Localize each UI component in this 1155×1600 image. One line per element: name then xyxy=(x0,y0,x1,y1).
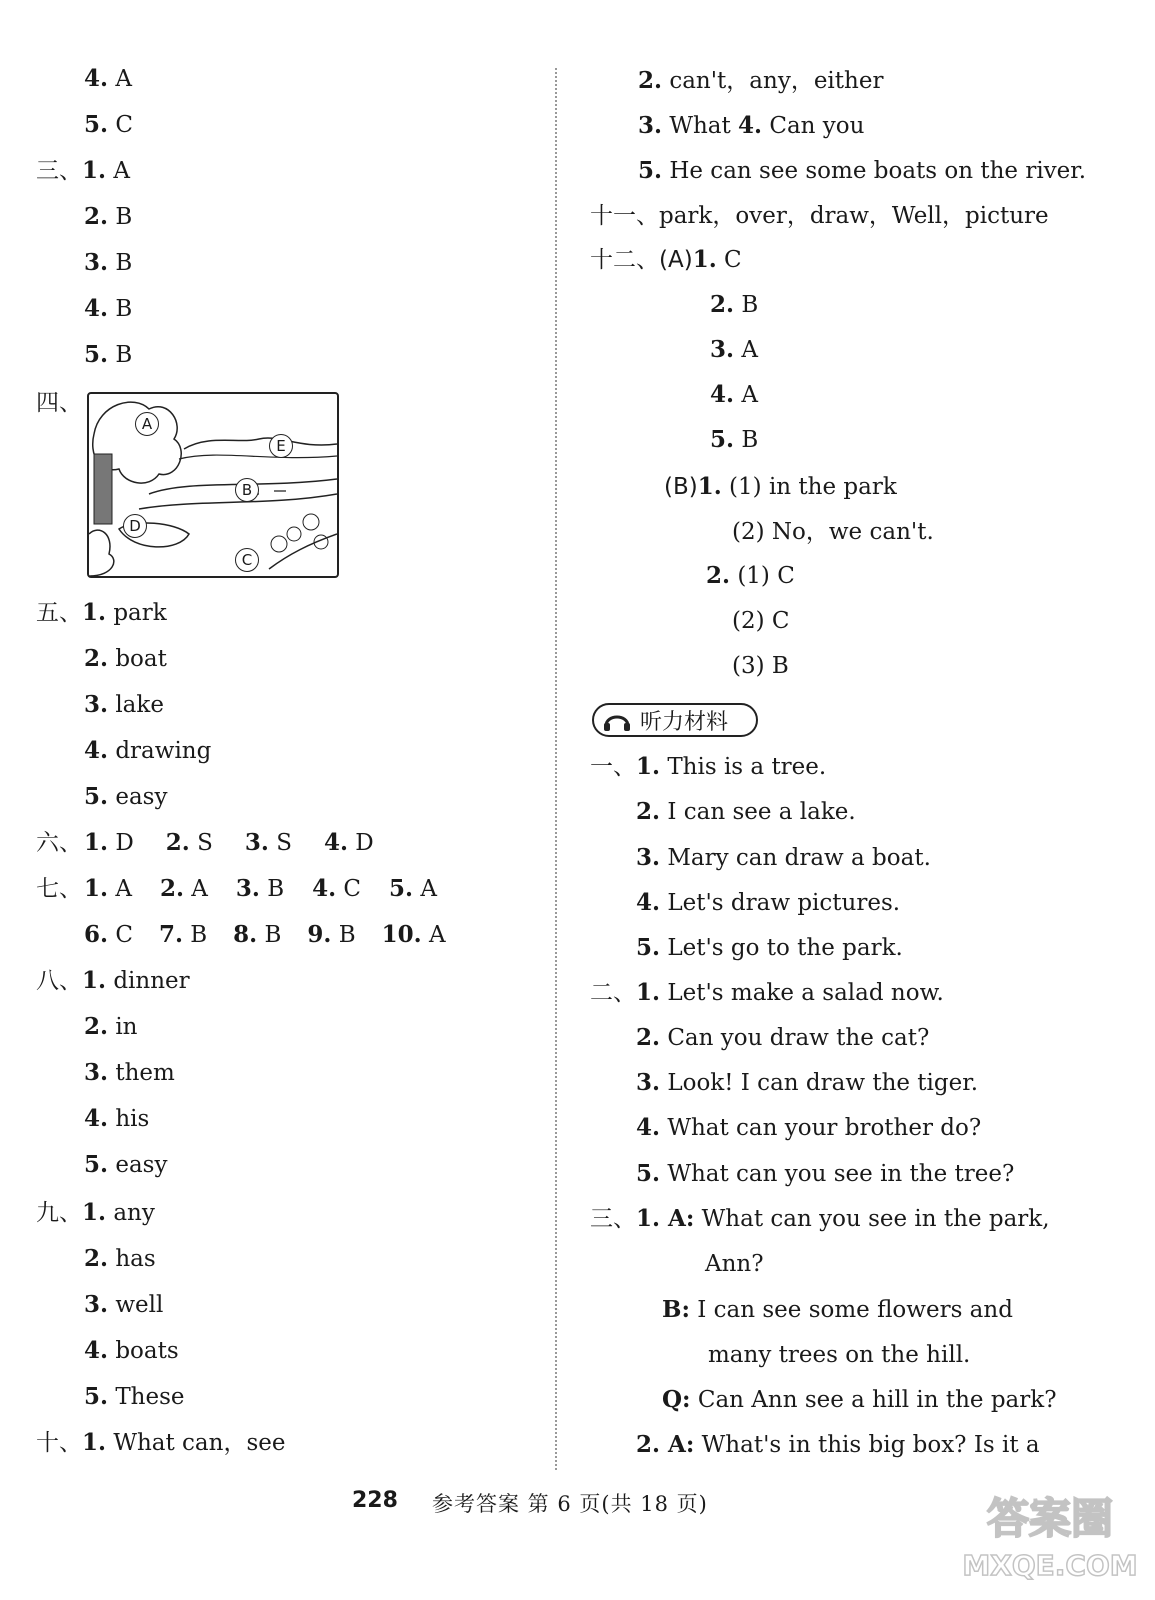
answer-line xyxy=(84,294,132,324)
answer-text: C xyxy=(108,112,133,138)
answer-line xyxy=(84,1336,179,1366)
section-number: 六、 xyxy=(36,830,82,856)
answer-text: boats xyxy=(108,1338,179,1364)
answer-line xyxy=(84,1290,163,1320)
answer-text: dinner xyxy=(106,968,190,994)
item-number: 4. xyxy=(323,829,348,856)
park-picture xyxy=(87,392,339,578)
item-number: 10. xyxy=(381,921,422,948)
section-number: 一、 xyxy=(590,754,636,780)
answer-line xyxy=(732,606,790,636)
item-number: 4. xyxy=(636,889,661,916)
answer-text: (1) C xyxy=(730,563,795,589)
item-number: 4. xyxy=(84,295,109,322)
item-number: 5. xyxy=(84,783,109,810)
answer-text: (2) C xyxy=(732,608,790,634)
answer-text: park，over，draw，Well，picture xyxy=(659,203,1049,229)
answer-item xyxy=(233,922,281,948)
item-number: 4. xyxy=(84,737,109,764)
answer-line xyxy=(36,966,190,996)
footer-text: 参考答案 第 6 页(共 18 页) xyxy=(432,1492,708,1516)
answer-text: He can see some boats on the river. xyxy=(662,158,1087,184)
item-number: 2. xyxy=(84,645,109,672)
answer-text: B xyxy=(259,876,285,902)
answer-item xyxy=(166,830,213,856)
section-number: 三、 xyxy=(36,158,82,184)
answer-line xyxy=(36,156,130,186)
listening-line xyxy=(590,752,826,782)
item-number: 8. xyxy=(233,921,258,948)
answer-line xyxy=(638,66,883,96)
item-number: 5. xyxy=(638,157,663,184)
listening-line xyxy=(636,933,903,963)
answer-text: has xyxy=(108,1246,156,1272)
item-number: 2. xyxy=(638,67,663,94)
headphone-icon xyxy=(602,708,632,732)
answer-text: park xyxy=(106,600,167,626)
answer-text: B xyxy=(108,250,133,276)
answer-line xyxy=(36,828,82,858)
answer-item xyxy=(84,830,134,856)
answer-item xyxy=(307,922,355,948)
answer-line xyxy=(36,874,82,904)
answer-line xyxy=(590,201,1049,231)
figure-label: E xyxy=(269,434,293,458)
answer-line xyxy=(84,690,164,720)
answer-line xyxy=(710,290,758,320)
item-number: 2. xyxy=(159,875,184,902)
answer-text: A xyxy=(734,337,758,363)
item-number: 3. xyxy=(84,1291,109,1318)
listening-line xyxy=(662,1295,1013,1325)
item-number: 1. xyxy=(692,246,717,273)
answer-line xyxy=(84,248,132,278)
item-number: 1. xyxy=(636,979,661,1006)
answer-text: drawing xyxy=(108,738,212,764)
figure-label: A xyxy=(135,412,159,436)
listening-line xyxy=(636,797,856,827)
answer-line xyxy=(590,245,742,275)
item-number: 5. xyxy=(84,341,109,368)
answer-text: B xyxy=(734,292,759,318)
item-number: 1. xyxy=(697,473,722,500)
listening-line xyxy=(636,843,931,873)
answer-line xyxy=(84,736,211,766)
answer-text: easy xyxy=(108,784,168,810)
answer-item xyxy=(312,876,361,902)
answer-text: lake xyxy=(108,692,164,718)
answer-row xyxy=(84,828,406,858)
listening-text: What can you see in the tree? xyxy=(660,1161,1015,1187)
answer-text: S xyxy=(268,830,292,856)
listening-text: Look! I can draw the tiger. xyxy=(660,1070,979,1096)
item-number: 1. xyxy=(82,1199,107,1226)
answer-text: D xyxy=(108,830,134,856)
item-number: Q: xyxy=(662,1386,691,1413)
item-number: 1. xyxy=(84,829,109,856)
item-number: 4. xyxy=(710,381,735,408)
park-scene-icon xyxy=(89,394,337,576)
section-number: 四、 xyxy=(36,390,82,416)
item-number: 3. xyxy=(235,875,260,902)
listening-line xyxy=(705,1249,764,1279)
listening-text: What's in this big box? Is it a xyxy=(694,1432,1040,1458)
listening-text: Mary can draw a boat. xyxy=(660,845,931,871)
answer-line xyxy=(84,64,132,94)
answer-line xyxy=(710,380,758,410)
listening-text: I can see some flowers and xyxy=(689,1297,1013,1323)
item-number: 1. A: xyxy=(636,1205,695,1232)
listening-text: Let's go to the park. xyxy=(660,935,903,961)
item-number: 3. xyxy=(636,844,661,871)
section-number: 十、 xyxy=(36,1430,82,1456)
answer-text: can't，any，either xyxy=(662,68,884,94)
item-number: 5. xyxy=(636,1160,661,1187)
answer-text: B xyxy=(108,296,133,322)
answer-item xyxy=(84,922,133,948)
answer-text: A xyxy=(108,876,132,902)
section-number: 九、 xyxy=(36,1200,82,1226)
figure-label: C xyxy=(235,548,259,572)
page-number: 228 xyxy=(352,1488,398,1513)
answer-line xyxy=(36,388,82,418)
listening-line xyxy=(636,888,900,918)
item-number: 4. xyxy=(84,1337,109,1364)
listening-line xyxy=(662,1385,1057,1415)
item-number: 5. xyxy=(84,1151,109,1178)
answer-line xyxy=(664,472,897,502)
listening-text: Let's draw pictures. xyxy=(660,890,901,916)
answer-text: B xyxy=(331,922,356,948)
answer-text: D xyxy=(347,830,374,856)
item-number: 2. xyxy=(710,291,735,318)
item-number: 3. xyxy=(244,829,269,856)
item-number: 3. xyxy=(84,249,109,276)
answer-text: These xyxy=(108,1384,185,1410)
answer-text: B xyxy=(734,427,759,453)
watermark-logo xyxy=(955,1485,1145,1585)
item-number: 5. xyxy=(84,111,109,138)
item-number: 3. xyxy=(84,691,109,718)
answer-text: them xyxy=(108,1060,175,1086)
answer-text: What can，see xyxy=(106,1430,286,1456)
listening-text: Let's make a salad now. xyxy=(660,980,944,1006)
item-number: 4. xyxy=(84,1105,109,1132)
answer-line xyxy=(710,335,758,365)
section-number: (B) xyxy=(664,474,698,500)
answer-row xyxy=(84,874,465,904)
item-number: 1. xyxy=(82,599,107,626)
answer-text: boat xyxy=(108,646,167,672)
answer-text: A xyxy=(421,922,446,948)
item-number: 3. xyxy=(636,1069,661,1096)
answer-line xyxy=(84,782,167,812)
item-number: 1. xyxy=(82,157,107,184)
item-number: 5. xyxy=(710,426,735,453)
listening-text: Can Ann see a hill in the park? xyxy=(690,1387,1057,1413)
answer-text: What xyxy=(662,113,739,139)
figure-label: B xyxy=(235,478,259,502)
listening-text: What can your brother do? xyxy=(660,1115,982,1141)
answer-item xyxy=(84,876,132,902)
answer-line xyxy=(36,1198,155,1228)
answer-text: A xyxy=(106,158,130,184)
answer-text: his xyxy=(108,1106,150,1132)
section-number: 二、 xyxy=(590,980,636,1006)
item-number: 4. xyxy=(312,875,337,902)
figure-label: D xyxy=(123,514,147,538)
answer-text: C xyxy=(336,876,362,902)
answer-text: C xyxy=(108,922,133,948)
item-number: 3. xyxy=(710,336,735,363)
listening-line xyxy=(636,1113,981,1143)
answer-line xyxy=(84,1012,138,1042)
answer-line xyxy=(84,1058,175,1088)
listening-line xyxy=(590,978,944,1008)
answer-item xyxy=(389,876,437,902)
listening-line xyxy=(636,1430,1040,1460)
section-number: 三、 xyxy=(590,1206,636,1232)
answer-item xyxy=(382,922,446,948)
answer-line xyxy=(84,1150,167,1180)
item-number: 6. xyxy=(84,921,109,948)
answer-line xyxy=(84,644,167,674)
answer-text: B xyxy=(182,922,208,948)
item-number: 2. xyxy=(165,829,190,856)
section-number: 十二、(A) xyxy=(590,247,693,273)
answer-text: (2) No，we can't. xyxy=(732,519,934,545)
item-number: 5. xyxy=(636,934,661,961)
item-number: 1. xyxy=(84,875,109,902)
answer-line xyxy=(84,202,132,232)
section-number: 五、 xyxy=(36,600,82,626)
listening-line xyxy=(708,1340,970,1370)
answer-line xyxy=(84,340,132,370)
item-number: 7. xyxy=(158,921,183,948)
answer-line xyxy=(84,1382,185,1412)
answer-line xyxy=(638,156,1086,186)
section-number: 七、 xyxy=(36,876,82,902)
watermark-top: 答案圈 xyxy=(986,1494,1114,1543)
item-number: 1. xyxy=(636,753,661,780)
item-number: 5. xyxy=(84,1383,109,1410)
answer-item xyxy=(236,876,284,902)
section-number: 十一、 xyxy=(590,203,659,229)
answer-item xyxy=(160,876,208,902)
item-number: 2. xyxy=(84,203,109,230)
answer-line xyxy=(706,561,795,591)
answer-text: easy xyxy=(108,1152,168,1178)
answer-text: A xyxy=(734,382,758,408)
item-number: 2. xyxy=(706,562,731,589)
listening-text: I can see a lake. xyxy=(660,799,856,825)
answer-text: B xyxy=(108,342,133,368)
answer-item xyxy=(245,830,292,856)
listening-text: What can you see in the park, xyxy=(694,1206,1050,1232)
listening-title: 听力材料 xyxy=(640,709,729,735)
item-number: 3. xyxy=(84,1059,109,1086)
answer-line xyxy=(84,110,133,140)
answer-text: A xyxy=(108,66,132,92)
item-number: 1. xyxy=(82,1429,107,1456)
answer-text: S xyxy=(189,830,213,856)
answer-text: B xyxy=(108,204,133,230)
answer-line xyxy=(84,1104,149,1134)
answer-line xyxy=(732,517,934,547)
column-divider xyxy=(555,68,557,1470)
answer-line xyxy=(36,598,167,628)
answer-text: Can you xyxy=(762,113,865,139)
item-number: 5. xyxy=(389,875,414,902)
item-number: 2. xyxy=(636,798,661,825)
answer-text: any xyxy=(106,1200,155,1226)
listening-line xyxy=(636,1159,1014,1189)
answer-text: A xyxy=(183,876,208,902)
listening-text: Can you draw the cat? xyxy=(660,1025,930,1051)
item-number: 2. xyxy=(84,1245,109,1272)
item-number: 2. xyxy=(636,1024,661,1051)
listening-text: Ann? xyxy=(705,1251,764,1277)
answer-text: in xyxy=(108,1014,138,1040)
answer-line xyxy=(710,425,758,455)
section-number: 八、 xyxy=(36,968,82,994)
answer-line xyxy=(638,111,864,141)
listening-line xyxy=(636,1068,978,1098)
item-number: 4. xyxy=(738,112,763,139)
answer-row xyxy=(84,920,472,950)
answer-text: (1) in the park xyxy=(721,474,897,500)
item-number: 1. xyxy=(82,967,107,994)
item-number: B: xyxy=(662,1296,690,1323)
item-number: 2. xyxy=(84,1013,109,1040)
item-number: 4. xyxy=(84,65,109,92)
listening-text: many trees on the hill. xyxy=(708,1342,971,1368)
answer-text: C xyxy=(716,247,742,273)
answer-text: well xyxy=(108,1292,164,1318)
answer-line xyxy=(732,651,789,681)
listening-line xyxy=(636,1023,929,1053)
item-number: 9. xyxy=(307,921,332,948)
watermark-bottom: MXQE.COM xyxy=(962,1549,1138,1582)
answer-text: B xyxy=(257,922,282,948)
item-number: 4. xyxy=(636,1114,661,1141)
listening-text: This is a tree. xyxy=(660,754,827,780)
listening-material-badge xyxy=(592,703,758,737)
item-number: 2. A: xyxy=(636,1431,695,1458)
listening-line xyxy=(590,1204,1050,1234)
answer-line xyxy=(84,1244,156,1274)
answer-item xyxy=(324,830,374,856)
answer-text: A xyxy=(413,876,437,902)
answer-item xyxy=(159,922,207,948)
answer-text: (3) B xyxy=(732,653,789,679)
item-number: 3. xyxy=(638,112,663,139)
answer-line xyxy=(36,1428,285,1458)
